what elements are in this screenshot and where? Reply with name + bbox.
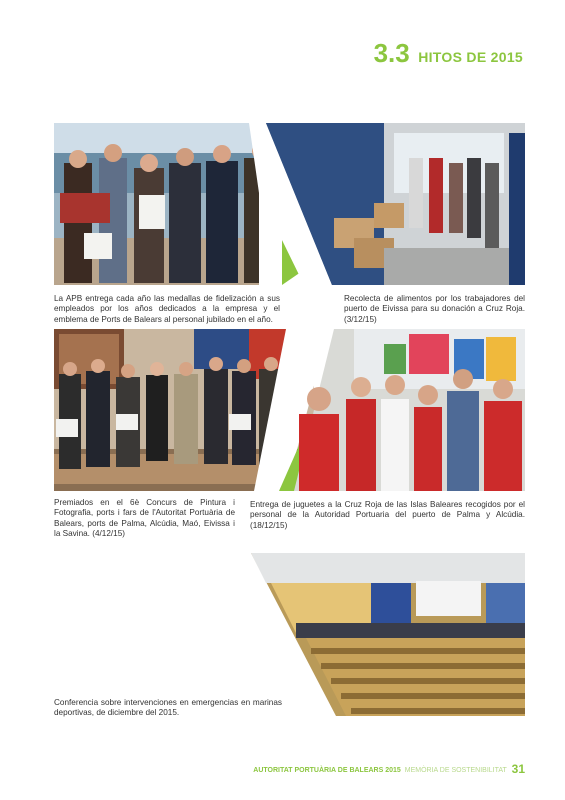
page-number: 31 xyxy=(511,762,525,776)
caption-medals: La APB entrega cada año las medallas de fidelización a sus empleados por los años dedicados a la empresa y el emblema de Ports de Balears al personal jubilado en el año. xyxy=(54,294,280,324)
footer-organization: AUTORITAT PORTUÀRIA DE BALEARS 2015 xyxy=(253,767,401,774)
photo-conference xyxy=(251,553,525,716)
caption-food-collection: Recolecta de alimentos por los trabajadores del puerto de Eivissa para su donación a Cruz Roja. (3/12/15) xyxy=(344,294,525,324)
caption-toy-donation: Entrega de juguetes a la Cruz Roja de las Islas Baleares recogidos por el personal de la Autoridad Portuaria del puerto de Palma y Alcúdia. (18/12/15) xyxy=(250,500,525,530)
section-title: HITOS DE 2015 xyxy=(418,49,523,65)
caption-conference: Conferencia sobre intervenciones en emergencias en marinas deportivas, de diciembre del 2015. xyxy=(54,698,282,718)
section-header xyxy=(374,38,523,69)
footer-subtitle: MEMÒRIA DE SOSTENIBILITAT xyxy=(404,767,507,774)
photo-row-1 xyxy=(54,123,525,285)
caption-painting-awards: Premiados en el 6è Concurs de Pintura i Fotografia, ports i fars de l'Autoritat Portuària de Balears, ports de Palma, Alcúdia, Maó, Eivissa i la Savina. (4/12/15) xyxy=(54,498,235,538)
photo-toy-donation xyxy=(294,329,525,491)
page-footer xyxy=(253,762,525,776)
photo-row-2 xyxy=(54,329,525,491)
section-number: 3.3 xyxy=(373,38,410,68)
